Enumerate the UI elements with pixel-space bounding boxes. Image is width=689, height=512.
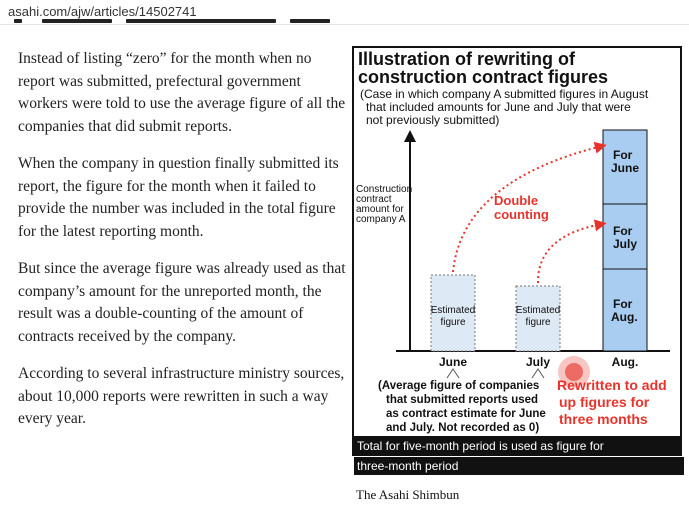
cropped-text-fragment bbox=[14, 19, 22, 23]
infographic bbox=[352, 46, 682, 456]
url-text: asahi.com/ajw/articles/14502741 bbox=[8, 4, 197, 19]
article-paragraph: But since the average figure was already used as that company’s amount for the unreported month, the result was a double-counting of the amount of contracts received by the company. bbox=[18, 260, 346, 345]
footer-text: three-month period bbox=[357, 459, 459, 473]
callout-note: as contract estimate for June bbox=[386, 408, 546, 420]
segment-label: Aug. bbox=[611, 310, 638, 324]
figure-title: construction contract figures bbox=[358, 67, 609, 87]
segment-label: For bbox=[613, 148, 633, 162]
estimated-label: Estimated bbox=[515, 305, 561, 316]
rewritten-label: three months bbox=[559, 411, 648, 427]
x-tick-label: Aug. bbox=[611, 355, 639, 369]
y-axis-label: Construction bbox=[356, 184, 413, 195]
figure-title: Illustration of rewriting of bbox=[358, 49, 575, 69]
footer-text: Total for five-month period is used as figure for bbox=[357, 439, 604, 453]
estimated-label: figure bbox=[440, 317, 466, 328]
estimated-label: Estimated bbox=[430, 305, 476, 316]
segment-label: For bbox=[613, 224, 633, 238]
y-axis-label: company A bbox=[356, 214, 406, 225]
y-axis-label: amount for bbox=[356, 204, 404, 215]
double-counting-label: Double bbox=[494, 193, 539, 208]
rewritten-label: up figures for bbox=[559, 394, 650, 410]
segment-label: June bbox=[611, 161, 640, 175]
y-axis-label: contract bbox=[356, 194, 392, 205]
figure-subtitle: that included amounts for June and July that were bbox=[366, 100, 631, 114]
x-tick-label: July bbox=[525, 355, 551, 369]
rewritten-label: Rewritten to add bbox=[557, 377, 667, 393]
cropped-text-fragment bbox=[290, 19, 330, 23]
figure-subtitle: (Case in which company A submitted figures in August bbox=[360, 87, 649, 101]
double-counting-label: counting bbox=[494, 207, 549, 222]
callout-note: and July. Not recorded as 0) bbox=[386, 422, 540, 434]
cropped-text-fragment bbox=[126, 19, 276, 23]
segment-label: July bbox=[613, 237, 638, 251]
callout-note: (Average figure of companies bbox=[378, 380, 540, 392]
article-paragraph: When the company in question finally submitted its report, the figure for the month when it failed to provide the number was included in the total figure for the latest reporting month. bbox=[18, 155, 339, 240]
x-tick-label: June bbox=[438, 355, 468, 369]
article-body bbox=[18, 48, 348, 446]
article-paragraph: Instead of listing “zero” for the month when no report was submitted, prefectural government workers were told to use the average figure of all the companies that did submit reports. bbox=[18, 50, 346, 135]
article-paragraph: According to several infrastructure ministry sources, about 10,000 reports were rewritten in such a way every year. bbox=[18, 365, 345, 427]
footer-band bbox=[354, 457, 684, 475]
callout-note: that submitted reports used bbox=[386, 394, 539, 406]
photo-credit: The Asahi Shimbun bbox=[356, 487, 460, 502]
cropped-text-fragment bbox=[42, 19, 112, 23]
segment-label: For bbox=[613, 297, 633, 311]
infographic-svg bbox=[352, 46, 682, 456]
estimated-label: figure bbox=[525, 317, 551, 328]
figure-subtitle: not previously submitted) bbox=[366, 113, 500, 127]
